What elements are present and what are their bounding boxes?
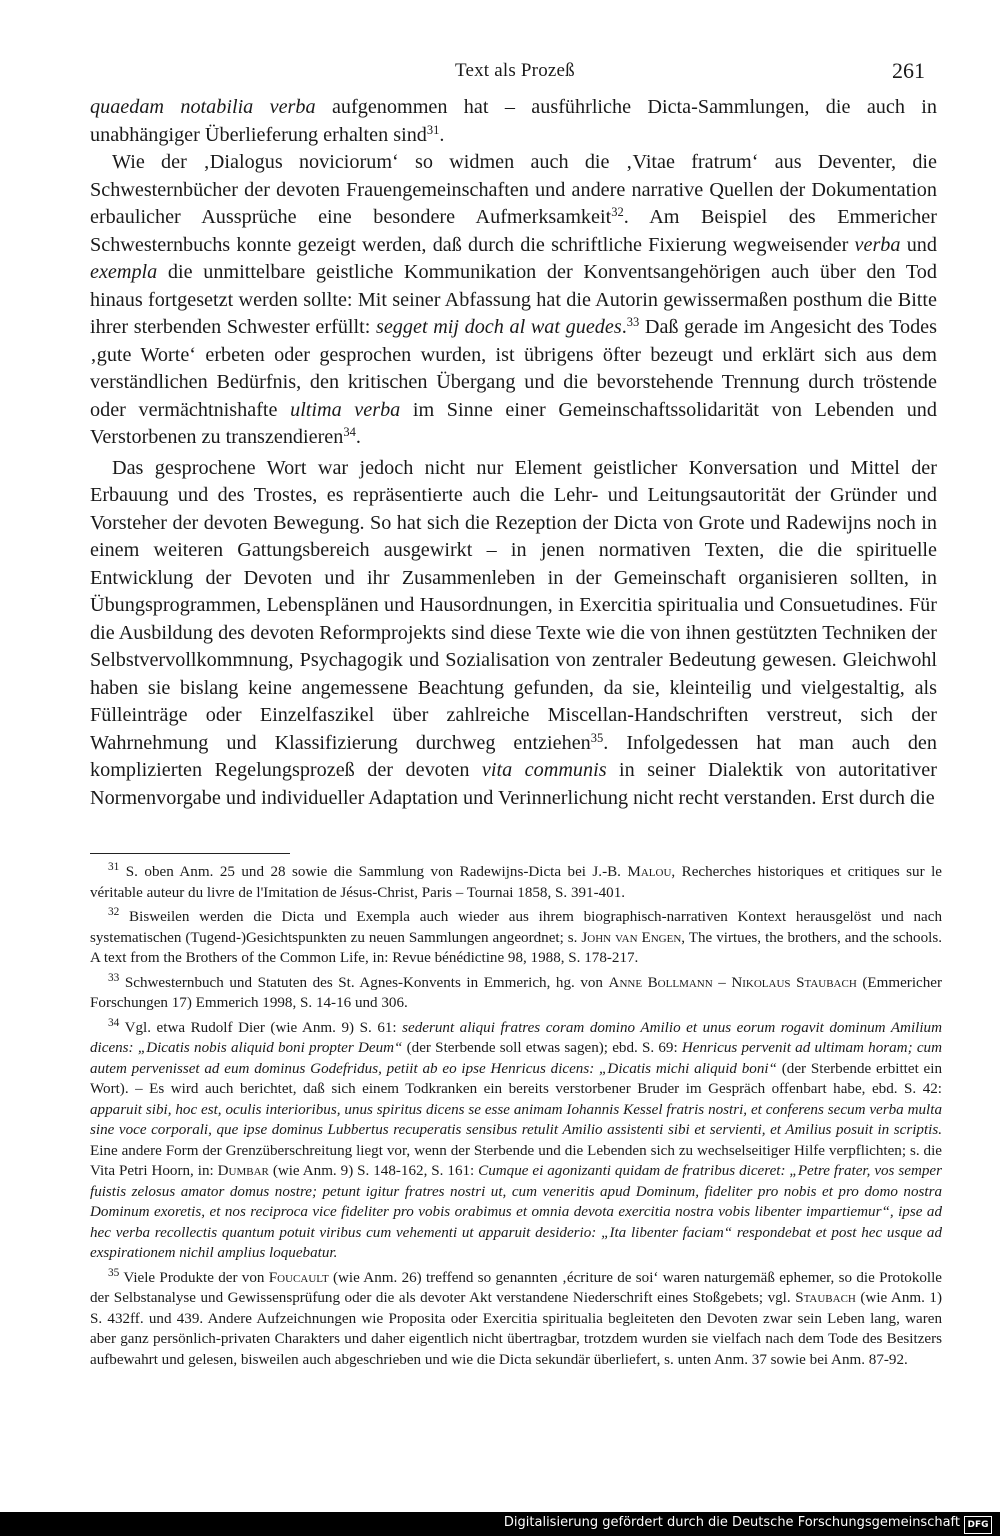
page-header (90, 58, 935, 88)
text-run: im Sinne einer Gemeinschaftssolidarität von Lebenden und Verstorbenen zu transzendieren (90, 398, 937, 448)
text-run: Das gesprochene Wort war jedoch nicht nur Element geistlicher Konversation und Mittel der Erbauung und des Trostes, es repräsentierte auch die Lehr- und Leitungsautorität der Gründer und Vorsteher der devoten Bewegung. So hat sich die Rezeption der Dicta von Grote und Radewijns noch in einem weiteren Gattungsbereich ausgewirkt – in jenen normativen Texten, die die spirituelle Entwicklung der Devoten und ihr Zusammenleben in der Gemeinschaft organisieren sollten, in Übungsprogrammen, Lebensplänen und Hausordnungen, in Exercitia spiritualia und Consuetudines. Für die Ausbildung des devoten Reformprojekts sind diese Texte wie die von ihnen gestützten Techniken der Selbstvervollkommnung, Psychagogik und Sozialisation von zentraler Bedeutung gewesen. Gleichwohl haben sie bislang keine angemessene Beachtung gefunden, da sie, kleinteilig und vielgestaltig, als Fülleinträge oder Einzelfaszikel über zahlreiche Miscellan-Handschriften verstreut, sich der Wahrnehmung und Klassifizierung durchweg entziehen (90, 456, 937, 754)
text-run: Bisweilen werden die Dicta und Exempla auch wieder aus ihrem biographisch-narrativen Kontext herausgelöst und nach systematischen (Tugend-)Gesichtspunkten zu neuen Sammlungen angeordnet; s. (90, 909, 942, 946)
author-name: Foucault (268, 1269, 329, 1286)
footnote-marker: 35 (108, 1266, 120, 1279)
footnote-marker: 32 (611, 205, 624, 220)
text-run: (der Sterbende soll etwas sagen); ebd. S. 69: (402, 1040, 682, 1056)
author-name: John van Engen (581, 929, 682, 946)
text-run: Daß gerade im Angesicht des Todes ‚gute Worte‘ erbeten oder gesprochen wurden, ist übrigens öfter bezeugt und erklärt sich aus dem verständlichen Bedürfnis, den kritischen Übergang und die bevorstehende Trennung durch tröstende oder vermächtnishafte (90, 316, 937, 421)
running-title: Text als Prozeß (455, 60, 575, 81)
footnote-marker: 31 (426, 122, 440, 137)
text-run: . (439, 123, 445, 146)
author-name: Dumbar (217, 1163, 269, 1179)
text-run: Schwesternbuch und Statuten des St. Agnes-Konvents in Emmerich, hg. von (119, 974, 609, 991)
footnote-marker: 35 (590, 730, 604, 745)
text-run: , The virtues, the brothers, and the schools. A text from the Brothers of the Common Life, in: Revue bénédictine 98, 1988, S. 178-217. (90, 929, 942, 966)
footnote-33 (90, 973, 942, 1014)
italic-run: segget mij doch al wat guedes (375, 316, 622, 338)
author-name: Staubach (795, 1290, 856, 1306)
text-run: (wie Anm. 26) treffend so genannten ‚écriture de soi‘ waren naturgemäß ephemer, so die Protokolle der Selbstanalyse und Gewissensprüfung oder die als devoter Akt verstandene Niederschrift eines Stoßgebets; vgl. (90, 1269, 942, 1306)
italic-run: Cumque ei agonizanti quidam de fratribus diceret: „Petre frater, vos semper fuistis zelosus amator domus nostre; petunt igitur fratres nostri ut, cum veneritis apud Dominum, fideliter pro nobis et pro domo nostra Dominum exoretis, et nos reciproca vice fideliter pro vobis orabimus et omnia devota exercitia nostra vobis libenter impartiemur“, ipse ad hec verba recollectis quantum potuit viribus cum vehementi ut apparuit desiderio: „Ita libenter faciam“ respondebat et post hec usque ad exspirationem nichil amplius loquebatur. (90, 1163, 942, 1261)
italic-run: apparuit sibi, hoc est, oculis interioribus, unus spiritus dicens se esse animam Iohannis Kessel fratris nostri, et conferens secum verba multa sine voce corporali, que ipse dominus Lubbertus recuperatis sensibus retulit Amilio assistenti sibi et servienti, et Amilius posuit in scriptis. (90, 1101, 942, 1138)
italic-run: vita communis (481, 759, 607, 781)
text-run: (wie Anm. 9) S. 148-162, S. 161: (268, 1163, 479, 1179)
text-run: S. oben Anm. 25 und 28 sowie die Sammlung von Radewijns-Dicta bei J.-B. (119, 864, 628, 880)
text-run: (Emmericher Forschungen 17) Emmerich 1998, S. 14-16 und 306. (90, 974, 942, 1011)
text-run: in seiner Dialektik von autoritativer Normenvorgabe und individueller Adaptation und Verinnerlichung nicht recht verstanden. Erst durch die (90, 759, 937, 809)
italic-run: Henricus pervenit ad ultimam horam; cum autem pervenisset ad eum dominus Godefridus, petiit ab eo ipse Henricus dicens: „Dicatis michi aliquid boni“ (90, 1040, 942, 1077)
paragraph-2 (90, 149, 937, 452)
text-run: , Recherches historiques et critiques sur le véritable auteur du livre de l'Imitation de Jésus-Christ, Paris – Tournai 1858, S. 391-401. (90, 864, 942, 901)
footnote-marker: 33 (626, 315, 640, 330)
text-run: . (621, 316, 627, 338)
footnote-34 (90, 1018, 942, 1264)
italic-run: quaedam notabilia verba (90, 96, 316, 118)
main-text (90, 94, 937, 812)
footnote-35 (90, 1268, 942, 1371)
funding-note: Digitalisierung gefördert durch die Deutsche Forschungsgemeinschaft (503, 1515, 960, 1530)
dfg-logo: DFG (964, 1516, 992, 1534)
text-run: (wie Anm. 1) S. 432ff. und 439. Andere Aufzeichnungen wie Proposita oder Exercitia spiritualia begleiteten den Devoten zwar sein Leben lang, waren aber ganz persönlich-privaten Charakters und daher eigentlich nicht übertragbar, trotzdem wurden sie vielfach nach dem Tode des Besitzers aufbewahrt und gelesen, bisweilen auch abgeschrieben und wie die Dicta sekundär überliefert, s. unten Anm. 37 sowie bei Anm. 87-92. (90, 1290, 942, 1368)
text-run: und (900, 233, 937, 256)
author-name: Anne Bollmann – Nikolaus Staubach (608, 974, 857, 991)
paragraph-1 (90, 94, 937, 149)
text-run: Eine andere Form der Grenzüberschreitung liegt vor, wenn der Sterbende und die Lebenden sich zu wechselseitiger Hilfe verpflichten; s. die Vita Petri Hoorn, in: (90, 1142, 942, 1179)
text-run: Vgl. etwa Rudolf Dier (wie Anm. 9) S. 61: (119, 1019, 403, 1036)
footnote-separator (90, 853, 290, 854)
footnote-31 (90, 862, 942, 903)
page-number: 261 (892, 58, 925, 83)
text-run: Wie der ‚Dialogus noviciorum‘ so widmen auch die ‚Vitae fratrum‘ aus Deventer, die Schwesternbücher der devoten Frauengemeinschaften und andere narrative Quellen der Dokumentation erbaulicher Aussprüche eine besondere Aufmerksamkeit (90, 151, 937, 228)
text-run: (der Sterbende erbittet ein Wort). – Es wird auch berichtet, daß sich einem Todkranken ein bereits verstorbener Bruder im Gespräch offenbart habe, ebd. S. 42: (90, 1060, 942, 1097)
text-run: Viele Produkte der von (119, 1269, 269, 1286)
text-run: die unmittelbare geistliche Kommunikation der Konventsangehörigen auch über den Tod hinaus fortgesetzt werden sollte: Mit seiner Abfassung hat die Autorin gewissermaßen posthum die Bitte ihrer sterbenden Schwester erfüllt: (90, 261, 937, 338)
text-run: . Infolgedessen hat man auch den komplizierten Regelungsprozeß der devoten (90, 731, 937, 781)
italic-run: verba (854, 233, 901, 256)
paragraph-3 (90, 455, 937, 813)
italic-run: ultima verba (290, 398, 401, 421)
italic-run: exempla (90, 261, 158, 283)
footnote-marker: 34 (108, 1016, 120, 1029)
digitization-footer (0, 1512, 1000, 1536)
author-name: Malou (627, 864, 672, 880)
text-run: . (355, 426, 361, 448)
footnote-marker: 33 (108, 971, 120, 984)
text-run: . Am Beispiel des Emmericher Schwesternbuchs konnte gezeigt werden, daß durch die schriftliche Fixierung wegweisender (90, 206, 937, 256)
footnote-marker: 31 (108, 860, 120, 873)
footnote-marker: 34 (343, 425, 356, 440)
text-run: aufgenommen hat – ausführliche Dicta-Sammlungen, die auch in unabhängiger Überlieferung erhalten sind (90, 96, 937, 146)
footnotes (90, 862, 942, 1374)
footnote-32 (90, 907, 942, 969)
italic-run: sederunt aliqui fratres coram domino Amilio et unus eorum rogavit dominum Amilium dicens: „Dicatis nobis aliquid boni propter Deum“ (90, 1019, 942, 1056)
footnote-marker: 32 (108, 905, 120, 918)
